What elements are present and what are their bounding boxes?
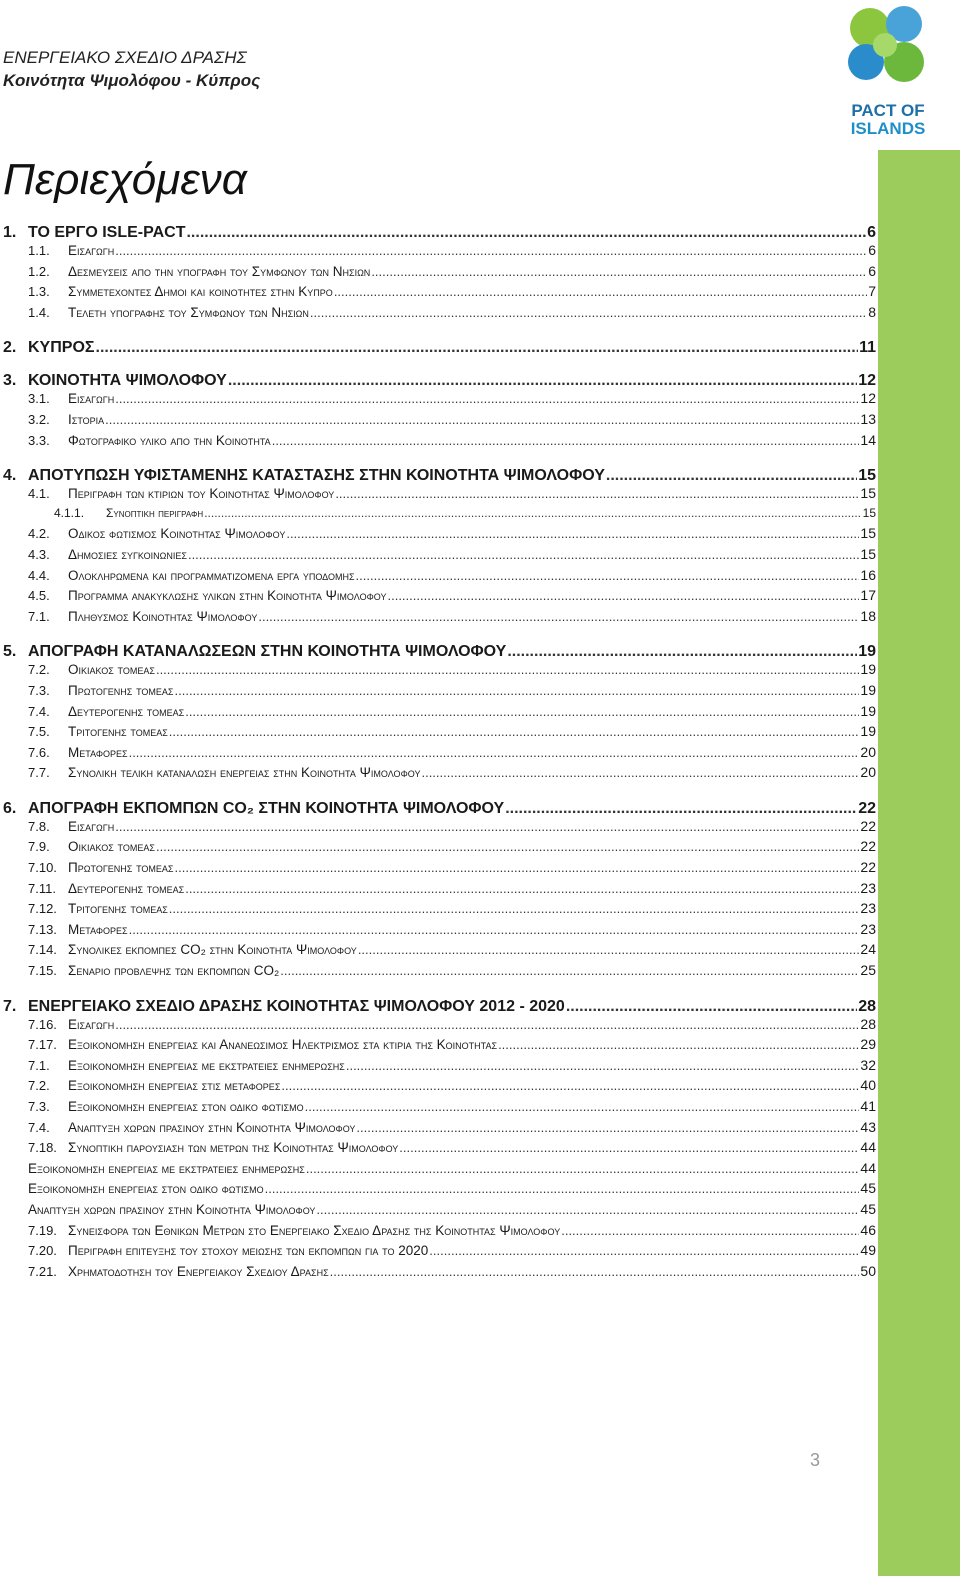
toc-entry-title: Εξοικονομηση ενεργειας και Ανανεωσιμος Ηλεκτρισμος στα κτιρια της Κοινοτητας xyxy=(68,1037,498,1053)
toc-entry-page: 46 xyxy=(860,1221,876,1238)
toc-entry-number: 7.19. xyxy=(28,1222,57,1238)
toc-entry-number: 7.15. xyxy=(28,963,57,979)
toc-entry[interactable] xyxy=(0,485,878,506)
table-of-contents xyxy=(0,218,878,1283)
toc-dot-leader xyxy=(346,1058,860,1073)
toc-entry-title: Δευτερογενης τομεας xyxy=(68,703,185,719)
toc-entry-number: 4.1. xyxy=(28,486,50,502)
toc-entry[interactable] xyxy=(0,1016,878,1037)
toc-dot-leader xyxy=(228,372,857,390)
toc-entry[interactable] xyxy=(0,1242,878,1263)
toc-entry[interactable] xyxy=(0,546,878,567)
toc-entry-number: 7.3. xyxy=(28,682,50,698)
toc-entry-page: 28 xyxy=(858,997,876,1015)
toc-entry-number: 4.1.1. xyxy=(54,505,85,520)
toc-entry[interactable] xyxy=(0,1139,878,1160)
toc-entry-page: 45 xyxy=(860,1180,876,1197)
header-title: ΕΝΕΡΓΕΙΑΚΟ ΣΧΕΔΙΟ ΔΡΑΣΗΣ xyxy=(3,48,247,67)
toc-dot-leader xyxy=(399,1140,859,1155)
toc-entry-page: 15 xyxy=(860,545,876,562)
toc-entry[interactable] xyxy=(0,1119,878,1140)
toc-entry[interactable] xyxy=(0,525,878,546)
toc-entry-page: 15 xyxy=(858,467,876,485)
toc-dot-leader xyxy=(356,568,860,583)
toc-entry-title: Συνοπτικη παρουσιαση των μετρων της Κοινοτητας Ψιμολοφου xyxy=(68,1140,399,1156)
toc-entry-title: Συνολικες εκπομπες CO₂ στην Κοινοτητα Ψιμολοφου xyxy=(68,942,357,958)
toc-entry-page: 44 xyxy=(860,1159,876,1176)
toc-dot-leader xyxy=(115,391,859,406)
toc-dot-leader xyxy=(358,942,860,957)
toc-entry[interactable] xyxy=(0,628,878,661)
toc-dot-leader xyxy=(498,1037,859,1052)
toc-entry-page: 22 xyxy=(860,817,876,834)
toc-entry-page: 6 xyxy=(868,262,876,279)
toc-entry-number: 1. xyxy=(3,224,17,241)
toc-entry[interactable] xyxy=(0,608,878,629)
toc-dot-leader xyxy=(561,1223,859,1238)
header-subtitle: Κοινότητα Ψιμολόφου - Κύπρος xyxy=(3,71,261,90)
toc-entry-number: 1.2. xyxy=(28,263,50,279)
toc-dot-leader xyxy=(310,305,867,320)
toc-entry-title: ΑΠΟΓΡΑΦΗ ΚΑΤΑΝΑΛΩΣΕΩΝ ΣΤΗΝ ΚΟΙΝΟΤΗΤΑ ΨΙΜΟΛΟΦΟΥ xyxy=(28,643,507,661)
toc-dot-leader xyxy=(96,339,859,357)
toc-dot-leader xyxy=(175,860,860,875)
toc-dot-leader xyxy=(606,467,857,485)
toc-entry-page: 50 xyxy=(860,1262,876,1279)
toc-entry-number: 4.5. xyxy=(28,588,50,604)
toc-entry-number: 7.17. xyxy=(28,1037,57,1053)
toc-entry[interactable] xyxy=(0,1036,878,1057)
toc-dot-leader xyxy=(286,526,859,541)
toc-entry-number: 6. xyxy=(3,799,17,817)
toc-entry-page: 13 xyxy=(860,410,876,427)
toc-entry-title: Οικιακος τομεας xyxy=(68,839,155,855)
toc-entry-number: 7. xyxy=(3,997,17,1015)
toc-entry-number: 3.3. xyxy=(28,432,50,448)
pact-of-islands-logo xyxy=(838,2,938,138)
toc-entry-title: ΑΠΟΓΡΑΦΗ ΕΚΠΟΜΠΩΝ CO₂ ΣΤΗΝ ΚΟΙΝΟΤΗΤΑ ΨΙΜΟΛΟΦΟΥ xyxy=(28,799,505,817)
toc-dot-leader xyxy=(421,765,859,780)
toc-entry[interactable] xyxy=(0,432,878,453)
toc-entry-page: 20 xyxy=(860,764,876,781)
toc-entry-number: 7.1. xyxy=(28,608,50,624)
toc-entry[interactable] xyxy=(0,661,878,682)
toc-entry-number: 1.3. xyxy=(28,284,50,300)
toc-entry[interactable] xyxy=(0,941,878,962)
toc-dot-leader xyxy=(335,486,859,501)
toc-dot-leader xyxy=(156,839,859,854)
toc-entry-title: Δεσμευσεις απο την υπογραφη του Συμφωνου των Νησιων xyxy=(68,263,371,279)
toc-entry-page: 6 xyxy=(867,224,876,241)
toc-entry-page: 41 xyxy=(860,1098,876,1114)
toc-entry-title: Μεταφορες xyxy=(68,921,128,937)
toc-entry-title: Τριτογενης τομεας xyxy=(68,901,168,917)
toc-entry-title: Ιστορια xyxy=(68,411,105,427)
toc-entry-number: 7.20. xyxy=(28,1243,57,1259)
toc-entry-page: 22 xyxy=(860,838,876,855)
toc-entry-page: 15 xyxy=(860,525,876,542)
toc-entry[interactable] xyxy=(0,962,878,983)
toc-entry-page: 29 xyxy=(860,1036,876,1053)
toc-entry[interactable] xyxy=(0,703,878,724)
toc-entry-title: ΕΝΕΡΓΕΙΑΚΟ ΣΧΕΔΙΟ ΔΡΑΣΗΣ ΚΟΙΝΟΤΗΤΑΣ ΨΙΜΟΛΟΦΟΥ 2012 - 2020 xyxy=(28,997,565,1015)
toc-entry[interactable] xyxy=(0,1160,878,1181)
toc-entry[interactable] xyxy=(0,1057,878,1078)
toc-entry-page: 23 xyxy=(860,879,876,896)
toc-entry-page: 32 xyxy=(860,1056,876,1073)
toc-entry-title: Εξοικονομηση ενεργειας με εκστρατειες ενημερωσης xyxy=(28,1160,305,1176)
toc-entry-page: 7 xyxy=(868,283,876,300)
toc-entry-title: Εξοικονομηση ενεργειας στον οδικο φωτισμο xyxy=(28,1181,264,1197)
logo-text-line1: PACT OF xyxy=(851,101,925,120)
toc-dot-leader xyxy=(156,662,859,677)
toc-entry-number: 7.8. xyxy=(28,818,50,834)
toc-entry-title: Συμμετεχοντες Δημοι και κοινοτητες στην Κυπρο xyxy=(68,284,333,300)
toc-entry-title: Μεταφορες xyxy=(68,744,128,760)
toc-entry[interactable] xyxy=(0,242,878,263)
toc-entry[interactable] xyxy=(0,900,878,921)
toc-entry-number: 7.11. xyxy=(28,880,56,896)
toc-entry-title: Περιγραφη επιτευξης του στοχου μειωσης των εκπομπων για το 2020 xyxy=(68,1243,429,1259)
document-header xyxy=(3,46,260,92)
toc-entry-title: Οδικος φωτισμος Κοινοτητας Ψιμολοφου xyxy=(68,526,286,542)
toc-entry-title: Εισαγωγη xyxy=(68,243,115,258)
toc-entry[interactable] xyxy=(0,1201,878,1222)
toc-entry-page: 15 xyxy=(862,505,876,520)
toc-entry[interactable] xyxy=(0,785,878,818)
toc-entry-page: 8 xyxy=(868,303,876,320)
toc-entry[interactable] xyxy=(0,587,878,608)
toc-entry-number: 1.4. xyxy=(28,304,50,320)
toc-entry[interactable] xyxy=(0,682,878,703)
toc-dot-leader xyxy=(272,433,860,448)
toc-entry[interactable] xyxy=(0,1180,878,1201)
toc-entry-title: Εισαγωγη xyxy=(68,391,115,407)
toc-entry-title: Αναπτυξη χωρων πρασινου στην Κοινοτητα Ψιμολοφου xyxy=(68,1119,356,1135)
toc-entry[interactable] xyxy=(0,859,878,880)
toc-entry[interactable] xyxy=(0,880,878,901)
toc-entry-page: 6 xyxy=(868,242,876,258)
toc-dot-leader xyxy=(258,609,859,624)
toc-dot-leader xyxy=(115,819,859,834)
toc-entry-number: 7.14. xyxy=(28,942,57,958)
toc-entry[interactable] xyxy=(0,411,878,432)
toc-entry-number: 1.1. xyxy=(28,243,50,258)
toc-dot-leader xyxy=(280,963,859,978)
toc-entry-page: 25 xyxy=(860,962,876,979)
toc-dot-leader xyxy=(306,1161,860,1176)
toc-dot-leader xyxy=(115,1017,859,1032)
toc-entry-page: 12 xyxy=(858,372,876,390)
toc-entry-number: 4. xyxy=(3,467,17,485)
toc-entry-title: Συνεισφορα των Εθνικων Μετρων στο Ενεργειακο Σχεδιο Δρασης της Κοινοτητας Ψιμολοφου xyxy=(68,1222,561,1238)
toc-entry-number: 4.4. xyxy=(28,567,50,583)
toc-entry[interactable] xyxy=(0,218,878,242)
toc-entry[interactable] xyxy=(0,723,878,744)
toc-dot-leader xyxy=(115,243,867,258)
toc-entry-page: 15 xyxy=(860,485,876,502)
green-side-bar xyxy=(878,150,960,1576)
toc-entry-page: 19 xyxy=(860,702,876,719)
toc-dot-leader xyxy=(188,547,859,562)
toc-entry[interactable] xyxy=(0,452,878,485)
toc-dot-leader xyxy=(169,901,860,916)
toc-entry-number: 4.2. xyxy=(28,526,50,542)
toc-entry-number: 7.12. xyxy=(28,901,57,917)
toc-entry-number: 4.3. xyxy=(28,546,50,562)
toc-entry[interactable] xyxy=(0,324,878,357)
toc-dot-leader xyxy=(316,1202,859,1217)
toc-entry-page: 17 xyxy=(860,587,876,604)
toc-entry-number: 7.2. xyxy=(28,662,50,678)
toc-entry-title: Φωτογραφικο υλικο απο την Κοινοτητα xyxy=(68,432,271,448)
toc-entry-title: Τριτογενης τομεας xyxy=(68,724,168,740)
toc-entry[interactable] xyxy=(0,744,878,765)
toc-entry-page: 49 xyxy=(860,1242,876,1259)
toc-entry-number: 7.6. xyxy=(28,744,50,760)
toc-entry-number: 7.16. xyxy=(28,1016,57,1032)
logo-clover-icon xyxy=(848,6,924,82)
toc-entry-page: 22 xyxy=(860,859,876,876)
toc-dot-leader xyxy=(185,881,859,896)
toc-entry-page: 23 xyxy=(860,920,876,937)
toc-dot-leader xyxy=(356,1120,859,1135)
toc-dot-leader xyxy=(185,704,859,719)
toc-entry-page: 11 xyxy=(859,339,876,357)
toc-entry[interactable] xyxy=(0,263,878,284)
toc-entry[interactable] xyxy=(0,506,878,526)
toc-entry-page: 44 xyxy=(860,1139,876,1156)
toc-entry-number: 7.9. xyxy=(28,839,50,855)
toc-entry[interactable] xyxy=(0,357,878,390)
toc-entry-page: 28 xyxy=(860,1015,876,1032)
toc-dot-leader xyxy=(175,683,860,698)
toc-entry[interactable] xyxy=(0,838,878,859)
toc-entry-title: Τελετη υπογραφης του Συμφωνου των Νησιων xyxy=(68,304,309,320)
toc-entry-number: 7.4. xyxy=(28,1119,50,1135)
toc-entry[interactable] xyxy=(0,818,878,839)
toc-entry-title: Συνολικη τελικη καταναλωση ενεργειας στην Κοινοτητα Ψιμολοφου xyxy=(68,765,421,781)
toc-entry-page: 24 xyxy=(860,941,876,958)
toc-entry-page: 16 xyxy=(860,566,876,583)
toc-dot-leader xyxy=(429,1243,859,1258)
toc-entry-title: Δευτερογενης τομεας xyxy=(68,880,185,896)
toc-entry[interactable] xyxy=(0,1077,878,1098)
toc-dot-leader xyxy=(334,284,867,299)
toc-entry-title: ΤΟ ΕΡΓΟ ISLE-PACT xyxy=(28,224,186,241)
toc-dot-leader xyxy=(566,998,857,1016)
toc-entry-title: Εξοικονομηση ενεργειας με εκστρατειες ενημερωσης xyxy=(68,1057,345,1073)
toc-entry-title: Εισαγωγη xyxy=(68,818,115,834)
toc-entry-page: 40 xyxy=(860,1077,876,1094)
toc-entry-page: 43 xyxy=(860,1118,876,1135)
toc-dot-leader xyxy=(186,224,866,242)
toc-entry-number: 5. xyxy=(3,643,17,661)
toc-entry-title: Συνοπτικη περιγραφη xyxy=(106,505,204,520)
toc-entry-title: Περιγραφη των κτιριων του Κοινοτητας Ψιμολοφου xyxy=(68,486,335,502)
toc-entry[interactable] xyxy=(0,1098,878,1119)
toc-dot-leader xyxy=(129,745,860,760)
toc-entry-page: 12 xyxy=(860,390,876,407)
toc-entry-number: 3. xyxy=(3,372,17,390)
toc-dot-leader xyxy=(505,800,857,818)
toc-entry-title: ΑΠΟΤΥΠΩΣΗ ΥΦΙΣΤΑΜΕΝΗΣ ΚΑΤΑΣΤΑΣΗΣ ΣΤΗΝ ΚΟΙΝΟΤΗΤΑ ΨΙΜΟΛΟΦΟΥ xyxy=(28,467,605,485)
toc-entry-title: ΚΥΠΡΟΣ xyxy=(28,339,95,357)
toc-entry-title: ΚΟΙΝΟΤΗΤΑ ΨΙΜΟΛΟΦΟΥ xyxy=(28,372,227,390)
toc-dot-leader xyxy=(105,412,859,427)
toc-entry-page: 22 xyxy=(858,799,876,817)
toc-entry-number: 7.2. xyxy=(28,1078,50,1094)
toc-entry[interactable] xyxy=(0,1222,878,1243)
toc-entry-number: 7.1. xyxy=(28,1057,50,1073)
toc-entry-page: 19 xyxy=(860,661,876,678)
toc-entry[interactable] xyxy=(0,1263,878,1284)
toc-entry[interactable] xyxy=(0,764,878,785)
toc-entry-title: Δημοσιες συγκοινωνιες xyxy=(68,546,187,562)
toc-entry-title: Αναπτυξη χωρων πρασινου στην Κοινοτητα Ψιμολοφου xyxy=(28,1201,316,1217)
toc-entry-number: 7.18. xyxy=(28,1140,57,1156)
toc-entry[interactable] xyxy=(0,390,878,411)
toc-entry-number: 7.4. xyxy=(28,703,50,719)
toc-entry-page: 19 xyxy=(860,681,876,698)
toc-entry-page: 14 xyxy=(860,431,876,448)
toc-dot-leader xyxy=(507,643,857,661)
toc-entry-title: Πρωτογενης τομεας xyxy=(68,860,174,876)
toc-entry[interactable] xyxy=(0,567,878,588)
toc-dot-leader xyxy=(204,506,861,520)
toc-entry[interactable] xyxy=(0,921,878,942)
toc-entry[interactable] xyxy=(0,983,878,1016)
toc-entry-title: Χρηματοδοτηση του Ενεργειακου Σχεδιου Δρασης xyxy=(68,1263,329,1279)
toc-entry-title: Εξοικονομηση ενεργειας στις μεταφορες xyxy=(68,1078,281,1094)
toc-entry-page: 18 xyxy=(860,607,876,624)
toc-entry-title: Προγραμμα ανακυκλωσης υλικων στην Κοινοτητα Ψιμολοφου xyxy=(68,588,387,604)
toc-entry-title: Εξοικονομηση ενεργειας στον οδικο φωτισμο xyxy=(68,1099,304,1114)
toc-entry-title: Ολοκληρωμενα και προγραμματιζομενα εργα υποδομης xyxy=(68,567,355,583)
toc-entry-page: 20 xyxy=(860,743,876,760)
page-title: Περιεχόμενα xyxy=(3,155,247,204)
toc-dot-leader xyxy=(129,922,860,937)
toc-dot-leader xyxy=(330,1264,860,1279)
toc-entry[interactable] xyxy=(0,304,878,325)
toc-entry-page: 23 xyxy=(860,900,876,917)
toc-dot-leader xyxy=(387,588,859,603)
toc-entry-number: 7.10. xyxy=(28,860,57,876)
toc-entry-number: 7.7. xyxy=(28,765,50,781)
toc-entry-number: 7.13. xyxy=(28,921,57,937)
toc-dot-leader xyxy=(305,1099,860,1114)
toc-dot-leader xyxy=(281,1078,859,1093)
toc-entry-number: 7.21. xyxy=(28,1263,57,1279)
toc-entry-number: 7.5. xyxy=(28,724,50,740)
toc-entry-number: 3.1. xyxy=(28,391,50,407)
toc-entry[interactable] xyxy=(0,283,878,304)
toc-entry-page: 19 xyxy=(860,723,876,740)
page-number: 3 xyxy=(810,1450,821,1470)
toc-entry-title: Σεναριο προβλεψης των εκπομπων CO₂ xyxy=(68,963,280,979)
toc-entry-title: Πρωτογενης τομεας xyxy=(68,682,174,698)
logo-text-line2: ISLANDS xyxy=(850,119,926,138)
toc-entry-title: Εισαγωγη xyxy=(68,1016,115,1032)
toc-entry-page: 45 xyxy=(860,1200,876,1217)
toc-entry-number: 7.3. xyxy=(28,1099,50,1114)
toc-entry-number: 3.2. xyxy=(28,411,50,427)
toc-entry-number: 2. xyxy=(3,339,17,357)
toc-entry-title: Πληθυσμος Κοινοτητας Ψιμολοφου xyxy=(68,608,258,624)
toc-dot-leader xyxy=(371,264,867,279)
toc-dot-leader xyxy=(265,1181,860,1196)
toc-entry-title: Οικιακος τομεας xyxy=(68,662,155,678)
toc-dot-leader xyxy=(169,724,860,739)
toc-entry-page: 19 xyxy=(858,643,876,661)
